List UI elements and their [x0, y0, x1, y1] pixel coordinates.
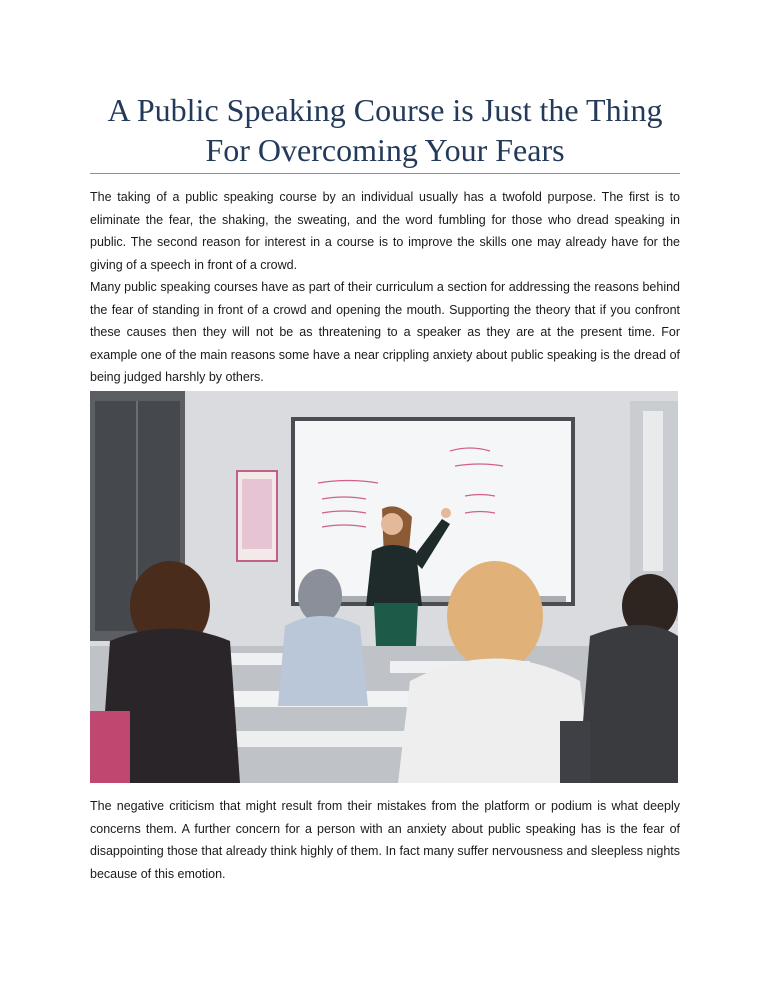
page-title: A Public Speaking Course is Just the Thing For Overcoming Your Fears: [107, 92, 663, 168]
classroom-illustration: [90, 391, 678, 783]
paragraph-2: Many public speaking courses have as part of their curriculum a section for addressing the reasons behind the fear of standing in front of a crowd and opening the mouth. Supporting the theory that if you confront these causes then they will not be as threatening to a speaker as they are at the present time. For example one of the main reasons some have a near crippling anxiety about public speaking is the dread of being judged harshly by others.: [90, 280, 680, 384]
classroom-photo: [90, 391, 678, 783]
title-underline: [90, 173, 680, 174]
paragraph-1: The taking of a public speaking course by an individual usually has a twofold purpose. The first is to eliminate the fear, the shaking, the sweating, and the word fumbling for those who dread speaking in public. The second reason for interest in a course is to improve the skills one may already have for the giving of a speech in front of a crowd.: [90, 190, 680, 272]
paragraph-3: The negative criticism that might result from their mistakes from the platform or podium is what deeply concerns them. A further concern for a person with an anxiety about public speaking has is the fear of disappointing those that already think highly of them. In fact many suffer nervousness and sleepless nights because of this emotion.: [90, 799, 680, 881]
